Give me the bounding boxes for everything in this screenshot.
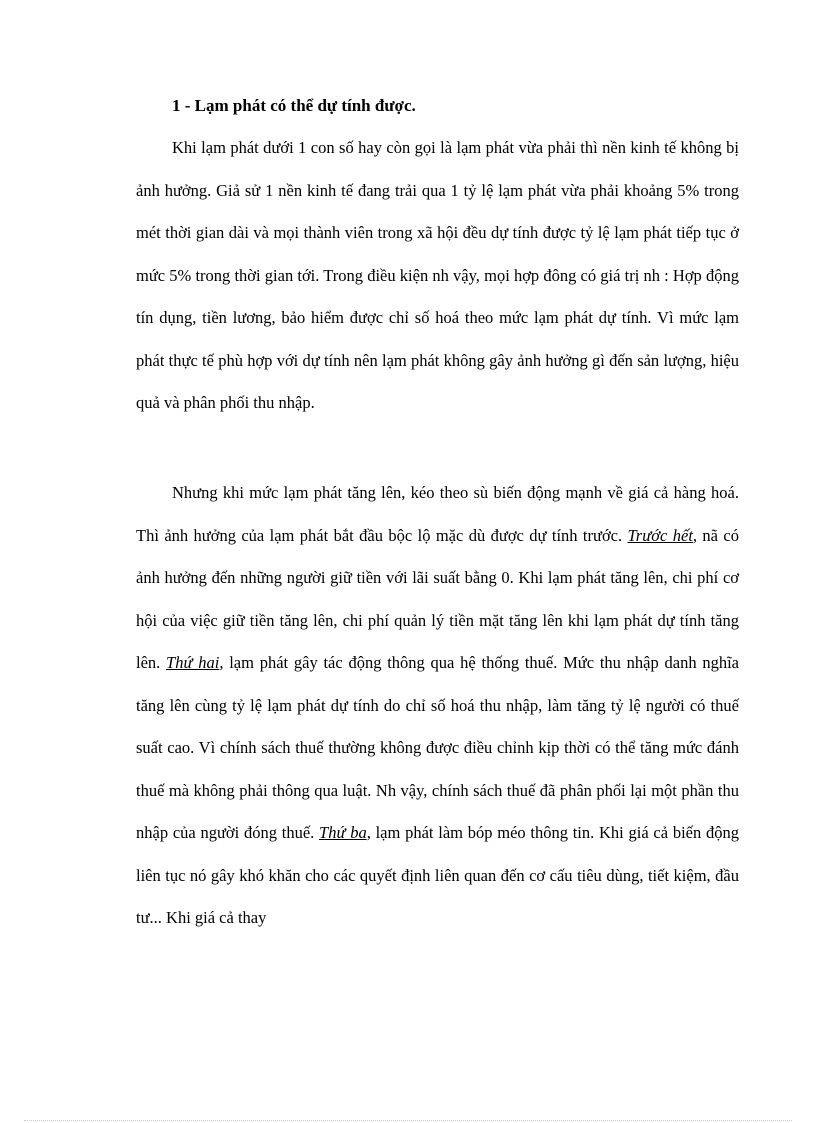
paragraph-2-text-1: Nhưng khi mức lạm phát tăng lên, kéo theo sù biến động mạnh về giá cả hàng hoá. Thì ảnh hưởng của lạm phát bắt đầu bộc lộ mặc dù được dự tính trước. <box>136 483 739 545</box>
paragraph-2 <box>136 472 739 940</box>
page-bottom-divider <box>24 1120 792 1121</box>
section-heading: 1 - Lạm phát có thể dự tính được. <box>172 96 416 115</box>
paragraph-2-text-2: , nã có ảnh hưởng đến những người giữ tiền với lãi suất bằng 0. Khi lạm phát tăng lên, chi phí cơ hội của việc giữ tiền tăng lên, chi phí quản lý tiền mặt tăng lên khi lạm phát dự tính tăng lên. <box>136 525 739 672</box>
emphasis-thu-ba: Thứ ba <box>319 823 367 842</box>
paragraph-2-text-4: , lạm phát làm bóp méo thông tin. Khi giá cả biến động liên tục nó gây khó khăn cho các quyết định liên quan đến cơ cấu tiêu dùng, tiết kiệm, đầu tư... Khi giá cả thay <box>136 823 739 927</box>
paragraph-2-text-3: , lạm phát gây tác động thông qua hệ thống thuế. Mức thu nhập danh nghĩa tăng lên cùng tỷ lệ lạm phát dự tính do chỉ số hoá thu nhập, làm tăng tỷ lệ người có thuế suất cao. Vì chính sách thuế thường không được điều chỉnh kịp thời có thể tăng mức đánh thuế mà không phải thông qua luật. Nh vậy, chính sách thuế đã phân phối lại một phần thu nhập của người đóng thuế. <box>136 653 739 842</box>
emphasis-thu-hai: Thứ hai <box>166 653 220 672</box>
emphasis-truoc-het: Trước hết <box>627 525 693 545</box>
paragraph-1: Khi lạm phát dưới 1 con số hay còn gọi là lạm phát vừa phải thì nền kinh tế không bị ảnh hưởng. Giả sử 1 nền kinh tế đang trải qua 1 tỷ lệ lạm phát vừa phải khoảng 5% trong mét thời gian dài và mọi thành viên trong xã hội đều dự tính được tỷ lệ lạm phát tiếp tục ở mức 5% trong thời gian tới. Trong điều kiện nh vậy, mọi hợp đông có giá trị nh : Hợp động tín dụng, tiền lương, bảo hiểm được chỉ số hoá theo mức lạm phát dự tính. Vì mức lạm phát thực tế phù hợp với dự tính nên lạm phát không gây ảnh hưởng gì đến sản lượng, hiệu quả và phân phối thu nhập. <box>136 138 739 412</box>
